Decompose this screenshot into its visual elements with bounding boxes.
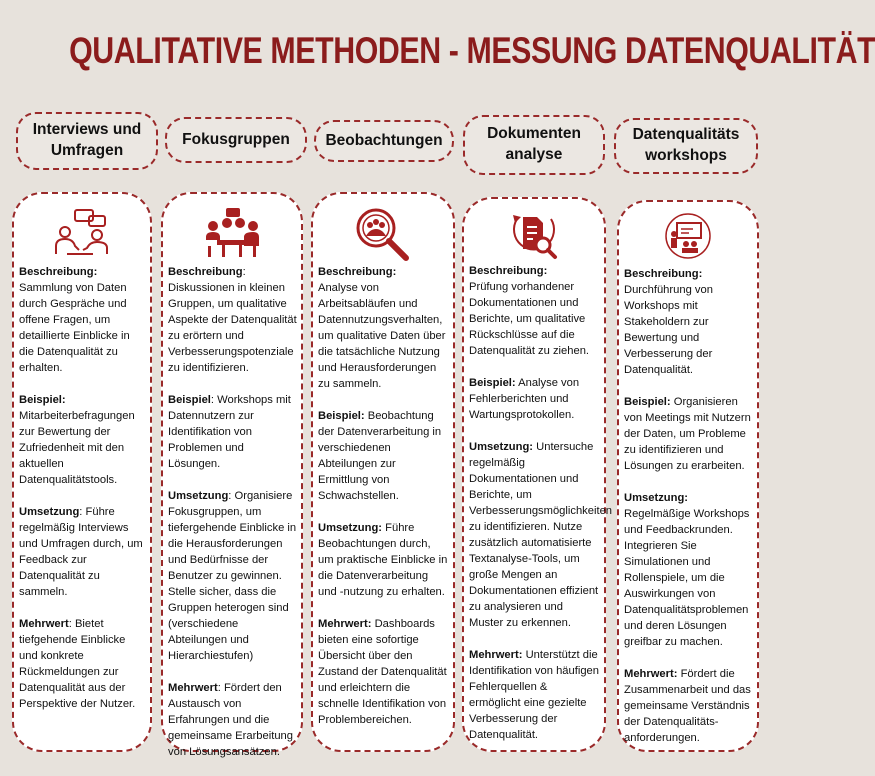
section-label: Mehrwert: [318, 618, 372, 630]
section-label: Beschreibung: [624, 268, 703, 280]
section-beispiel [469, 375, 600, 423]
section-beispiel [168, 392, 297, 472]
section-text: Sammlung von Daten durch Gespräche und offene Fragen, um detaillierte Einblicke in die Datenqualität zu erhalten. [19, 282, 130, 374]
section-text: Untersuche regelmäßig Dokumentationen und Berichte, um Verbesserungsmöglichkeiten zu identifizieren. Nutze zusätzlich automatisierte Textanalyse-Tools, um große Mengen an Dokumentationen effizient zu analysieren und Muster zu erkennen. [469, 441, 613, 629]
header-line: Fokusgruppen [182, 130, 290, 148]
section-beschreibung [469, 263, 600, 359]
section-umsetzung [318, 520, 449, 600]
section-label: Umsetzung: [469, 441, 534, 453]
section-text: Mitarbeiterbefragungen zur Bewertung der Zufriedenheit mit den aktuellen Datenqualitätstools. [19, 410, 135, 486]
group-meeting-icon [203, 206, 261, 260]
header-line: Interviews und [32, 121, 142, 139]
section-label: Umsetzung: [624, 492, 689, 504]
section-label: Beschreibung: [318, 266, 397, 278]
section-umsetzung [19, 504, 146, 600]
section-label: Beispiel: [19, 394, 66, 406]
section-text: : Workshops mit Datennutzern zur Identifikation von Problemen und Lösungen. [168, 394, 291, 470]
section-mehrwert [168, 680, 297, 760]
header-dokumentenanalyse [463, 115, 605, 175]
section-mehrwert [469, 647, 600, 743]
section-text: Durchführung von Workshops mit Stakeholdern zur Bewertung und Verbesserung der Datenqualität. [624, 284, 713, 376]
section-text: Prüfung vorhandener Dokumentationen und Berichte, um qualitative Rückschlüsse auf die Datenqualität zu ziehen. [469, 281, 590, 357]
section-label: Beschreibung: [19, 266, 98, 278]
card-interviews [12, 192, 152, 752]
header-line: workshops [645, 147, 727, 164]
section-label: Beispiel [168, 394, 211, 406]
header-line: Datenqualitäts [632, 126, 740, 144]
section-label: Beispiel: [318, 410, 365, 422]
header-line: analyse [505, 146, 563, 163]
section-umsetzung [469, 439, 613, 631]
card-dokumentenanalyse [462, 197, 613, 752]
section-umsetzung [624, 490, 753, 650]
section-label: Umsetzung: [318, 522, 383, 534]
section-beispiel [624, 394, 753, 474]
section-beispiel [318, 408, 449, 504]
section-text: : Fördert den Austausch von Erfahrungen und die gemeinsame Erarbeitung von Lösungsansätzen. [168, 682, 293, 758]
page-title: QUALITATIVE METHODEN - MESSUNG DATENQUALITÄT [69, 30, 875, 71]
header-line: Beobachtungen [325, 131, 443, 149]
section-text: Führe Beobachtungen durch, um praktische Einblicke in die Datenverarbeitung und -nutzung zu erhalten. [318, 522, 448, 598]
section-label: Mehrwert: [469, 649, 523, 661]
section-label: Beispiel: [469, 377, 516, 389]
section-label: Mehrwert [168, 682, 218, 694]
section-mehrwert [318, 616, 449, 728]
section-text: : Diskussionen in kleinen Gruppen, um qualitative Aspekte der Datenqualität zu erörtern und Verbesserungspotenziale zu identifizieren. [168, 266, 297, 374]
section-label: Umsetzung [19, 506, 80, 518]
section-text: Unterstützt die Identifikation von häufigen Fehlerquellen & ermöglicht eine gezielte Verbesserung der Datenqualität. [469, 649, 599, 741]
section-text: Fördert die Zusammenarbeit und das gemeinsame Verständnis der Datenqualitäts-anforderungen. [624, 668, 751, 744]
section-umsetzung [168, 488, 297, 664]
header-workshops [614, 118, 758, 174]
section-label: Beispiel: [624, 396, 671, 408]
section-label: Umsetzung [168, 490, 229, 502]
section-text: : Organisiere Fokusgruppen, um tiefergehende Einblicke in die Herausforderungen und Bedürfnisse der Benutzer zu gewinnen. Stelle sicher, dass die Gruppen heterogen sind (verschiedene Abteilungen und Hierarchiestufen) [168, 490, 297, 662]
section-label: Mehrwert: [624, 668, 678, 680]
document-search-icon [505, 209, 563, 265]
section-beschreibung [19, 264, 146, 376]
section-label: Beschreibung: [469, 265, 548, 277]
header-fokusgruppen [165, 117, 307, 163]
magnifier-people-icon [354, 206, 412, 264]
interview-people-icon [53, 206, 111, 260]
section-beschreibung [318, 264, 449, 392]
section-label: Mehrwert [19, 618, 69, 630]
presentation-board-icon [660, 212, 716, 260]
section-text: Analyse von Fehlerberichten und Wartungsprotokollen. [469, 377, 580, 421]
card-fokusgruppen [161, 192, 303, 758]
section-text: Dashboards bieten eine sofortige Übersicht über den Zustand der Datenqualität und erleichtern die schnelle Identifikation von Problembereichen. [318, 618, 447, 726]
header-interviews [16, 112, 158, 170]
section-beschreibung [168, 264, 297, 376]
section-text: Analyse von Arbeitsabläufen und Datennutzungsverhalten, um qualitative Daten über die tatsächliche Nutzung und Herausforderungen zu sammeln. [318, 282, 446, 390]
section-beschreibung [624, 266, 753, 378]
header-line: Dokumenten [487, 125, 581, 143]
section-mehrwert [624, 666, 753, 746]
section-text: Organisieren von Meetings mit Nutzern der Daten, um Probleme zu identifizieren und Lösungen zu erarbeiten. [624, 396, 751, 472]
section-mehrwert [19, 616, 146, 712]
section-beispiel [19, 392, 146, 488]
section-text: : Bietet tiefgehende Einblicke und konkrete Rückmeldungen zur Datenqualität aus der Perspektive der Nutzer. [19, 618, 136, 710]
section-text: : Führe regelmäßig Interviews und Umfragen durch, um Feedback zur Datenqualität zu sammeln. [19, 506, 143, 598]
section-text: Beobachtung der Datenverarbeitung in verschiedenen Abteilungen zur Ermittlung von Schwachstellen. [318, 410, 442, 502]
card-beobachtungen [311, 192, 455, 752]
card-workshops [617, 200, 759, 752]
header-beobachtungen [314, 120, 454, 162]
header-line: Umfragen [50, 142, 124, 159]
section-text: Regelmäßige Workshops und Feedbackrunden. Integrieren Sie Simulationen und Rollenspiele, um die Auswirkungen von Datenqualitätsproblemen und deren Lösungen greifbar zu machen. [624, 508, 750, 648]
section-label: Beschreibung [168, 266, 243, 278]
